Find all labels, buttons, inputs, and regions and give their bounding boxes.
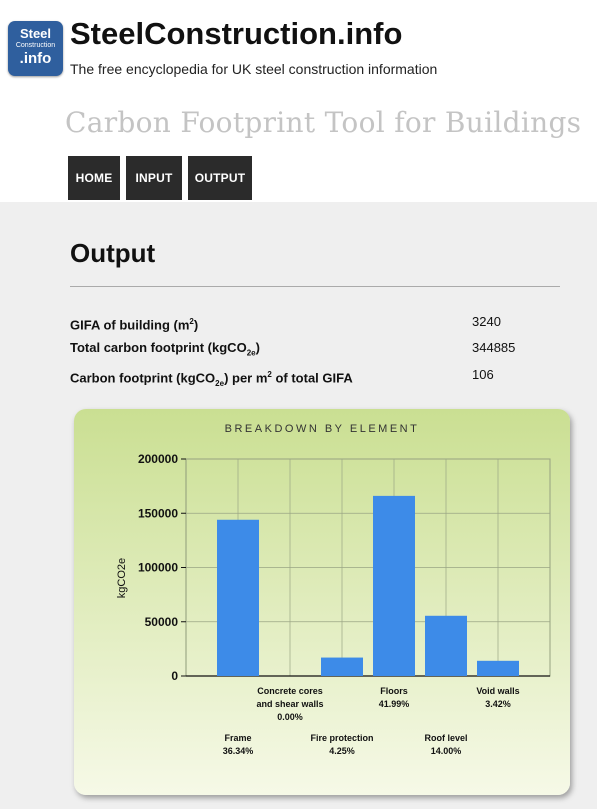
chart-plot (74, 409, 570, 795)
heading-divider (70, 286, 560, 287)
logo-text-construction: Construction (15, 42, 56, 49)
category-label: Floors (380, 686, 408, 696)
bar-5 (477, 661, 519, 676)
category-percent: 3.42% (485, 699, 511, 709)
y-tick-label: 200000 (137, 452, 178, 466)
y-tick-label: 100000 (137, 560, 178, 575)
category-label: Frame (224, 733, 252, 743)
site-title[interactable]: SteelConstruction.info (70, 16, 403, 51)
page-heading: Output (70, 238, 156, 268)
category-label: Void walls (476, 686, 520, 696)
nav-home-button[interactable]: HOME (68, 156, 120, 200)
header (0, 0, 597, 202)
bar-4 (425, 616, 467, 676)
total-carbon-label: Total carbon footprint (kgCO$_{2e}$) (70, 340, 260, 358)
category-label: Fire protection (310, 733, 374, 743)
category-label: Roof level (424, 733, 468, 743)
category-label: Concrete cores (257, 686, 323, 696)
tool-title: Carbon Footprint Tool for Buildings (65, 106, 582, 139)
nav-output-button[interactable]: OUTPUT (188, 156, 252, 200)
y-tick-label: 50000 (144, 614, 178, 629)
category-percent: 0.00% (277, 712, 303, 722)
bar-0 (217, 520, 259, 676)
site-tagline: The free encyclopedia for UK steel construction information (70, 61, 438, 77)
carbon-per-m2-value: 106 (472, 367, 494, 382)
gifa-label: GIFA of building $(m^2)$ (70, 317, 199, 333)
y-tick-label: 0 (171, 669, 178, 683)
logo-text-steel: Steel (19, 26, 52, 41)
nav-input-button[interactable]: INPUT (126, 156, 182, 200)
breakdown-chart (74, 409, 570, 795)
category-percent: 14.00% (430, 746, 462, 756)
bar-2 (321, 658, 363, 676)
y-axis-label: kgCO2e (116, 557, 128, 599)
site-logo[interactable] (8, 21, 63, 76)
category-percent: 36.34% (222, 746, 254, 756)
y-tick-label: 150000 (137, 506, 178, 521)
category-percent: 4.25% (329, 746, 355, 756)
gifa-value: 3240 (472, 314, 501, 329)
logo-text-info: .info (19, 50, 52, 67)
total-carbon-value: 344885 (472, 340, 516, 355)
bar-3 (373, 496, 415, 676)
carbon-per-m2-label: Carbon footprint (kgCO$_{2e}$) per $m^2$ of total GIFA (70, 370, 353, 388)
category-label: and shear walls (256, 699, 324, 709)
category-percent: 41.99% (378, 699, 410, 709)
chart-title: BREAKDOWN BY ELEMENT (224, 423, 420, 435)
